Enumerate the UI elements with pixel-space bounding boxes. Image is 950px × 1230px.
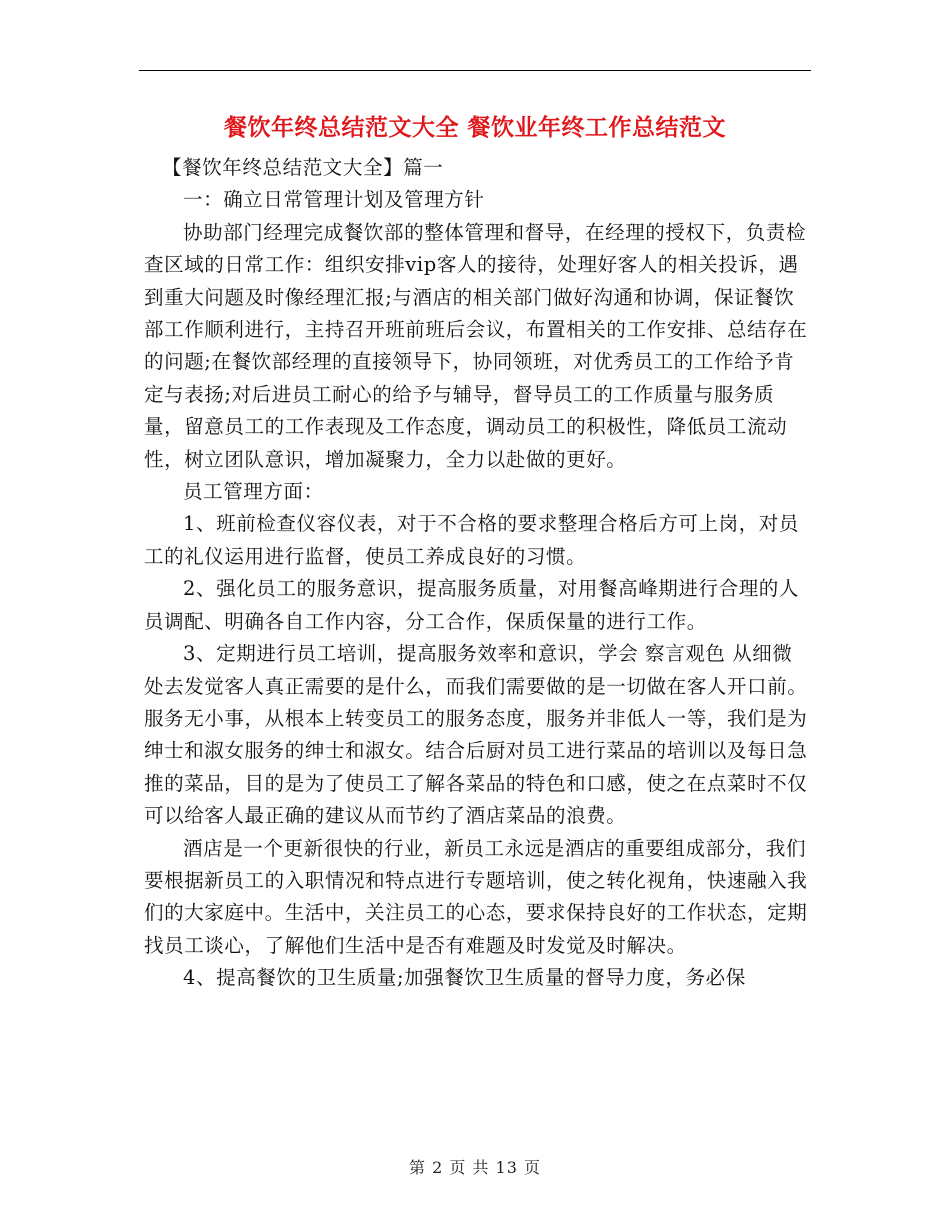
paragraph-3: 员工管理方面：	[183, 480, 324, 504]
page-number-footer: 第 2 页 共 13 页	[409, 1158, 541, 1177]
paragraph-8: 4、提高餐饮的卫生质量;加强餐饮卫生质量的督导力度，务必保	[183, 966, 746, 990]
paragraph-4: 1、班前检查仪容仪表，对于不合格的要求整理合格后方可上岗，对员工的礼仪运用进行监督，使员工养成良好的习惯。	[144, 512, 800, 568]
paragraph-6: 3、定期进行员工培训，提高服务效率和意识，学会 察言观色 从细微处去发觉客人真正需要的是什么，而我们需要做的是一切做在客人开口前。服务无小事，从根本上转变员工的服务态度，服务并非低人一等，我们是为绅士和淑女服务的绅士和淑女。结合后厨对员工进行菜品的培训以及每日急推的菜品，目的是为了使员工了解各菜品的特色和口感，使之在点菜时不仅可以给客人最正确的建议从而节约了酒店菜品的浪费。	[144, 642, 808, 828]
paragraph-2: 协助部门经理完成餐饮部的整体管理和督导，在经理的授权下，负责检查区域的日常工作：组织安排vip客人的接待，处理好客人的相关投诉，遇到重大问题及时像经理汇报;与酒店的相关部门做好沟通和协调，保证餐饮部工作顺利进行，主持召开班前班后会议，布置相关的工作安排、总结存在的问题;在餐饮部经理的直接领导下，协同领班，对优秀员工的工作给予肯定与表扬;对后进员工耐心的给予与辅导，督导员工的工作质量与服务质量，留意员工的工作表现及工作态度，调动员工的积极性，降低员工流动性，树立团队意识，增加凝聚力，全力以赴做的更好。	[144, 220, 808, 471]
paragraph-1: 一：确立日常管理计划及管理方针	[183, 188, 485, 212]
document-title: 餐饮年终总结范文大全 餐饮业年终工作总结范文	[223, 114, 726, 141]
header-rule	[139, 70, 811, 71]
paragraph-5: 2、强化员工的服务意识，提高服务质量，对用餐高峰期进行合理的人员调配、明确各自工作内容，分工合作，保质保量的进行工作。	[144, 577, 800, 633]
section-heading: 【餐饮年终总结范文大全】篇一	[162, 156, 444, 179]
paragraph-7: 酒店是一个更新很快的行业，新员工永远是酒店的重要组成部分，我们要根据新员工的入职情况和特点进行专题培训，使之转化视角，快速融入我们的大家庭中。生活中，关注员工的心态，要求保持良好的工作状态，定期找员工谈心，了解他们生活中是否有难题及时发觉及时解决。	[144, 836, 808, 957]
document-body	[144, 152, 812, 995]
